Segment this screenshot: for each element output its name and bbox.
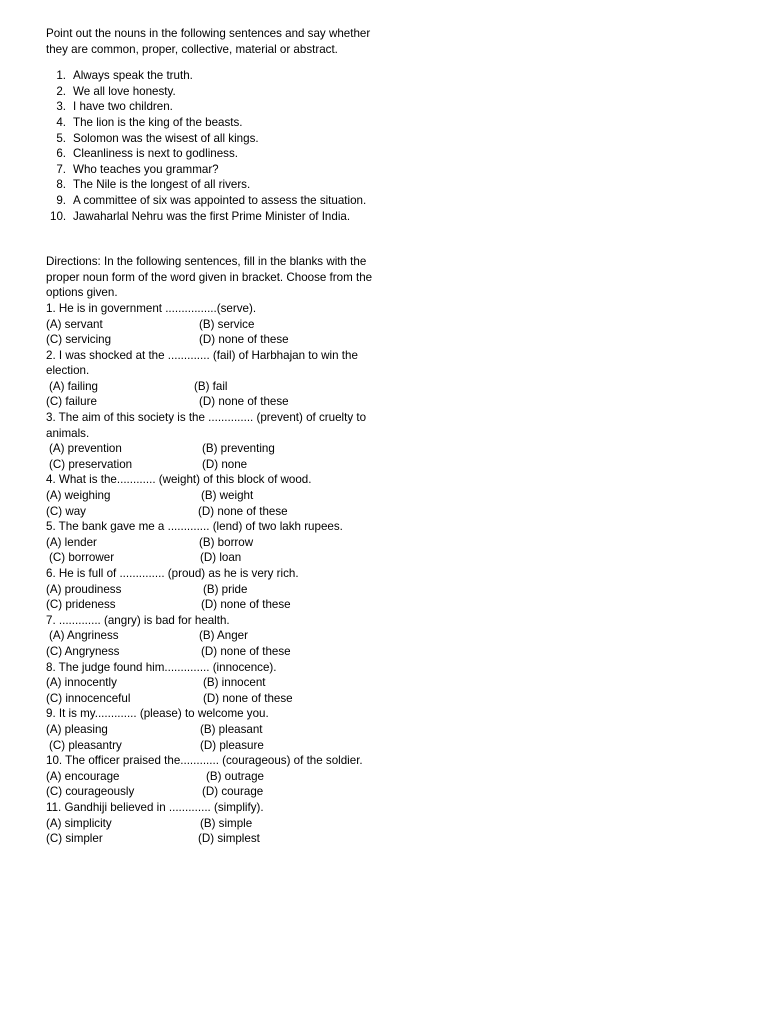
item-number: 9. xyxy=(56,193,66,207)
option-d: (D) simplest xyxy=(198,832,260,846)
option-a: (A) servant xyxy=(46,317,103,331)
question-stem: 6. He is full of .............. (proud) as he is very rich. xyxy=(46,567,299,580)
item-text: Who teaches you grammar? xyxy=(73,162,219,176)
option-c: (C) innocenceful xyxy=(46,691,131,705)
directions-paragraph: Directions: In the following sentences, fill in the blanks with the proper noun form of the word given in bracket. Choose from the options given. xyxy=(46,255,373,300)
options-row xyxy=(46,332,376,348)
options-row xyxy=(46,394,376,410)
option-a: (A) failing xyxy=(49,379,98,393)
question-list xyxy=(46,301,376,847)
question-stem: 11. Gandhiji believed in ............. (simplify). xyxy=(46,800,264,814)
option-b: (B) fail xyxy=(194,379,228,393)
option-b: (B) preventing xyxy=(202,442,275,456)
options-row xyxy=(46,535,376,551)
list-item xyxy=(46,68,376,84)
question-block xyxy=(46,660,376,707)
item-text: We all love honesty. xyxy=(73,84,176,98)
question-block xyxy=(46,519,376,566)
option-c: (C) courageously xyxy=(46,785,135,799)
question-block xyxy=(46,753,376,800)
item-text: The Nile is the longest of all rivers. xyxy=(73,178,251,192)
option-a: (A) Angriness xyxy=(49,629,119,643)
option-b: (B) borrow xyxy=(199,535,254,549)
option-b: (B) service xyxy=(199,317,255,331)
item-number: 1. xyxy=(56,69,66,83)
list-item xyxy=(46,99,376,115)
item-text: A committee of six was appointed to assess the situation. xyxy=(73,193,367,207)
list-item xyxy=(46,193,376,209)
options-row xyxy=(46,628,376,644)
option-d: (D) none of these xyxy=(198,504,288,518)
list-item xyxy=(46,146,376,162)
option-b: (B) weight xyxy=(201,489,254,503)
option-b: (B) pride xyxy=(203,582,248,596)
options-row xyxy=(46,816,376,832)
options-row xyxy=(46,644,376,660)
options-row xyxy=(46,441,376,457)
list-item xyxy=(46,115,376,131)
list-item xyxy=(46,162,376,178)
option-a: (A) pleasing xyxy=(46,722,108,736)
option-a: (A) proudiness xyxy=(46,582,122,596)
question-block xyxy=(46,566,376,613)
item-number: 6. xyxy=(56,147,66,161)
item-number: 2. xyxy=(56,84,66,98)
question-stem: 10. The officer praised the............ (courageous) of the soldier. xyxy=(46,754,363,768)
question-block xyxy=(46,472,376,519)
noun-sentence-list xyxy=(46,68,376,224)
option-c: (C) borrower xyxy=(49,551,115,565)
item-number: 4. xyxy=(56,115,66,129)
question-stem: 7. ............. (angry) is bad for health. xyxy=(46,613,230,627)
question-stem: 4. What is the............ (weight) of this block of wood. xyxy=(46,473,312,487)
options-row xyxy=(46,784,376,800)
question-block xyxy=(46,800,376,847)
options-row xyxy=(46,379,376,395)
option-d: (D) none of these xyxy=(203,691,293,705)
question-block xyxy=(46,301,376,348)
question-block xyxy=(46,706,376,753)
options-row xyxy=(46,722,376,738)
item-text: Always speak the truth. xyxy=(73,69,193,83)
question-stem: 1. He is in government ................(serve). xyxy=(46,301,257,315)
options-row xyxy=(46,504,376,520)
question-block xyxy=(46,348,376,410)
item-number: 5. xyxy=(56,131,66,145)
list-item xyxy=(46,131,376,147)
question-stem: 3. The aim of this society is the .............. (prevent) of cruelty to animals. xyxy=(46,411,367,440)
option-a: (A) encourage xyxy=(46,769,120,783)
options-row xyxy=(46,550,376,566)
option-a: (A) simplicity xyxy=(46,816,112,830)
item-text: I have two children. xyxy=(73,100,173,114)
item-text: Cleanliness is next to godliness. xyxy=(73,147,238,161)
item-number: 7. xyxy=(56,162,66,176)
list-item xyxy=(46,84,376,100)
list-item xyxy=(46,177,376,193)
option-c: (C) Angryness xyxy=(46,644,120,658)
item-text: The lion is the king of the beasts. xyxy=(73,115,243,129)
options-row xyxy=(46,769,376,785)
option-a: (A) lender xyxy=(46,535,97,549)
options-row xyxy=(46,457,376,473)
option-a: (A) innocently xyxy=(46,676,117,690)
option-c: (C) preservation xyxy=(49,457,133,471)
option-a: (A) prevention xyxy=(49,442,122,456)
question-stem: 9. It is my............. (please) to welcome you. xyxy=(46,707,269,721)
option-c: (C) prideness xyxy=(46,598,116,612)
option-b: (B) pleasant xyxy=(200,722,263,736)
option-c: (C) servicing xyxy=(46,333,112,347)
option-d: (D) pleasure xyxy=(200,738,264,752)
item-number: 10. xyxy=(50,209,67,223)
option-b: (B) outrage xyxy=(206,769,264,783)
option-b: (B) simple xyxy=(200,816,253,830)
question-stem: 2. I was shocked at the ............. (fail) of Harbhajan to win the election. xyxy=(46,348,358,378)
item-number: 8. xyxy=(56,178,66,192)
options-row xyxy=(46,831,376,847)
item-number: 3. xyxy=(56,100,66,114)
option-d: (D) none of these xyxy=(199,395,289,409)
option-d: (D) none of these xyxy=(201,644,291,658)
options-row xyxy=(46,317,376,333)
options-row xyxy=(46,488,376,504)
option-d: (D) none of these xyxy=(199,333,289,347)
question-stem: 5. The bank gave me a ............. (lend) of two lakh rupees. xyxy=(46,520,343,534)
options-row xyxy=(46,691,376,707)
list-item xyxy=(46,209,376,225)
worksheet xyxy=(46,26,376,847)
option-c: (C) way xyxy=(46,504,86,518)
options-row xyxy=(46,597,376,613)
options-row xyxy=(46,738,376,754)
options-row xyxy=(46,582,376,598)
section1-instruction: Point out the nouns in the following sentences and say whether they are common, proper, collective, material or abstract. xyxy=(46,27,371,56)
option-b: (B) Anger xyxy=(199,629,248,643)
option-d: (D) none xyxy=(202,457,248,471)
option-d: (D) none of these xyxy=(201,598,291,612)
option-c: (C) simpler xyxy=(46,832,103,846)
item-text: Solomon was the wisest of all kings. xyxy=(73,131,259,145)
option-a: (A) weighing xyxy=(46,489,111,503)
options-row xyxy=(46,675,376,691)
question-stem: 8. The judge found him.............. (innocence). xyxy=(46,660,277,674)
question-block xyxy=(46,410,376,472)
option-c: (C) pleasantry xyxy=(49,738,122,752)
option-d: (D) loan xyxy=(200,551,242,565)
item-text: Jawaharlal Nehru was the first Prime Minister of India. xyxy=(73,209,351,223)
option-b: (B) innocent xyxy=(203,676,266,690)
question-block xyxy=(46,613,376,660)
option-d: (D) courage xyxy=(202,785,264,799)
option-c: (C) failure xyxy=(46,395,97,409)
